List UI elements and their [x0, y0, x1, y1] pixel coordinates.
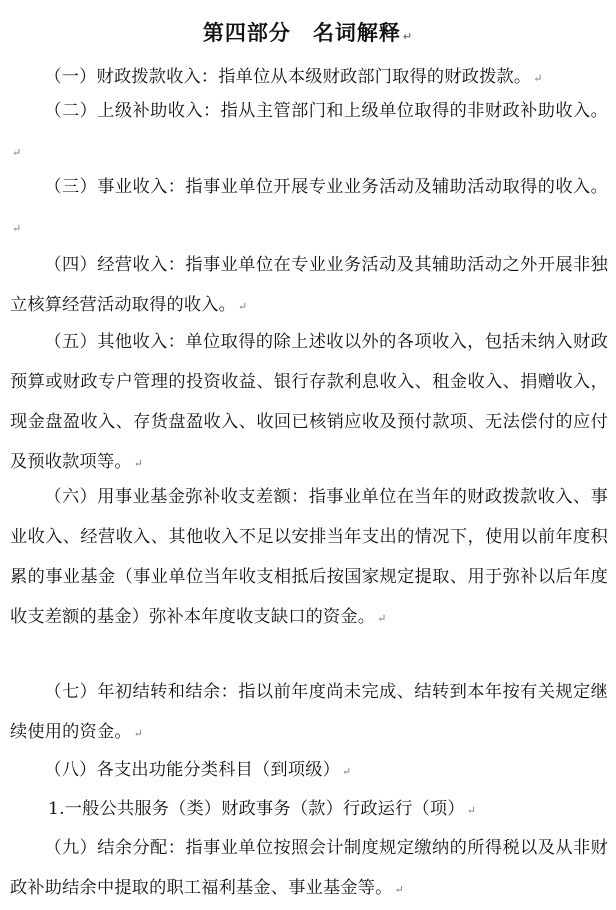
section-title-text: 第四部分 名词解释 [202, 21, 401, 45]
paragraph-6 [10, 477, 608, 639]
paragraph-5 [10, 322, 608, 484]
paragraph-8-text: （八）各支出功能分类科目（到项级） [44, 760, 340, 780]
section-title [0, 18, 616, 52]
paragraph-mark-icon: ↵ [402, 30, 414, 43]
paragraph-7-text: （七）年初结转和结余：指以前年度尚未完成、结转到本年按有关规定继续使用的资金。 [10, 682, 608, 742]
paragraph-3-text: （三）事业收入：指事业单位开展专业业务活动及辅助活动取得的收入。 [44, 177, 608, 197]
paragraph-mark-icon: ↵ [466, 804, 477, 817]
paragraph-3 [10, 167, 608, 249]
paragraph-4 [10, 245, 608, 327]
paragraph-2-text: （二）上级补助收入：指从主管部门和上级单位取得的非财政补助收入。 [44, 101, 608, 121]
paragraph-9-text: 1.一般公共服务（类）财政事务（款）行政运行（项） [48, 799, 465, 819]
paragraph-8 [10, 750, 608, 792]
paragraph-1-text: （一）财政拨款收入：指单位从本级财政部门取得的财政拨款。 [44, 67, 532, 87]
paragraph-mark-icon: ↵ [377, 612, 387, 625]
paragraph-mark-icon: ↵ [133, 457, 144, 470]
paragraph-9 [48, 789, 608, 831]
paragraph-5-text: （五）其他收入：单位取得的除上述收以外的各项收入，包括未纳入财政预算或财政专户管理的投资收益、银行存款利息收入、租金收入、捐赠收入，现金盘盈收入、存货盘盈收入、收回已核销应收及预付款项、无法偿付的应付及预收款项等。 [10, 332, 608, 472]
paragraph-mark-icon: ↵ [12, 146, 22, 159]
paragraph-mark-icon: ↵ [341, 765, 352, 778]
paragraph-mark-icon: ↵ [238, 300, 248, 313]
paragraph-mark-icon: ↵ [12, 222, 22, 235]
paragraph-2 [10, 91, 608, 173]
paragraph-mark-icon: ↵ [133, 727, 144, 740]
paragraph-10 [10, 828, 608, 910]
paragraph-mark-icon: ↵ [394, 883, 404, 896]
paragraph-mark-icon: ↵ [533, 72, 543, 85]
paragraph-6-text: （六）用事业基金弥补收支差额：指事业单位在当年的财政拨款收入、事业收入、经营收入、其他收入不足以安排当年支出的情况下，使用以前年度积累的事业基金（事业单位当年收支相抵后按国家规定提取、用于弥补以后年度收支差额的基金）弥补本年度收支缺口的资金。 [10, 487, 608, 627]
paragraph-10-text: （九）结余分配：指事业单位按照会计制度规定缴纳的所得税以及从非财政补助结余中提取的职工福利基金、事业基金等。 [10, 838, 608, 898]
paragraph-4-text: （四）经营收入：指事业单位在专业业务活动及其辅助活动之外开展非独立核算经营活动取得的收入。 [10, 255, 608, 315]
paragraph-7 [10, 672, 608, 754]
